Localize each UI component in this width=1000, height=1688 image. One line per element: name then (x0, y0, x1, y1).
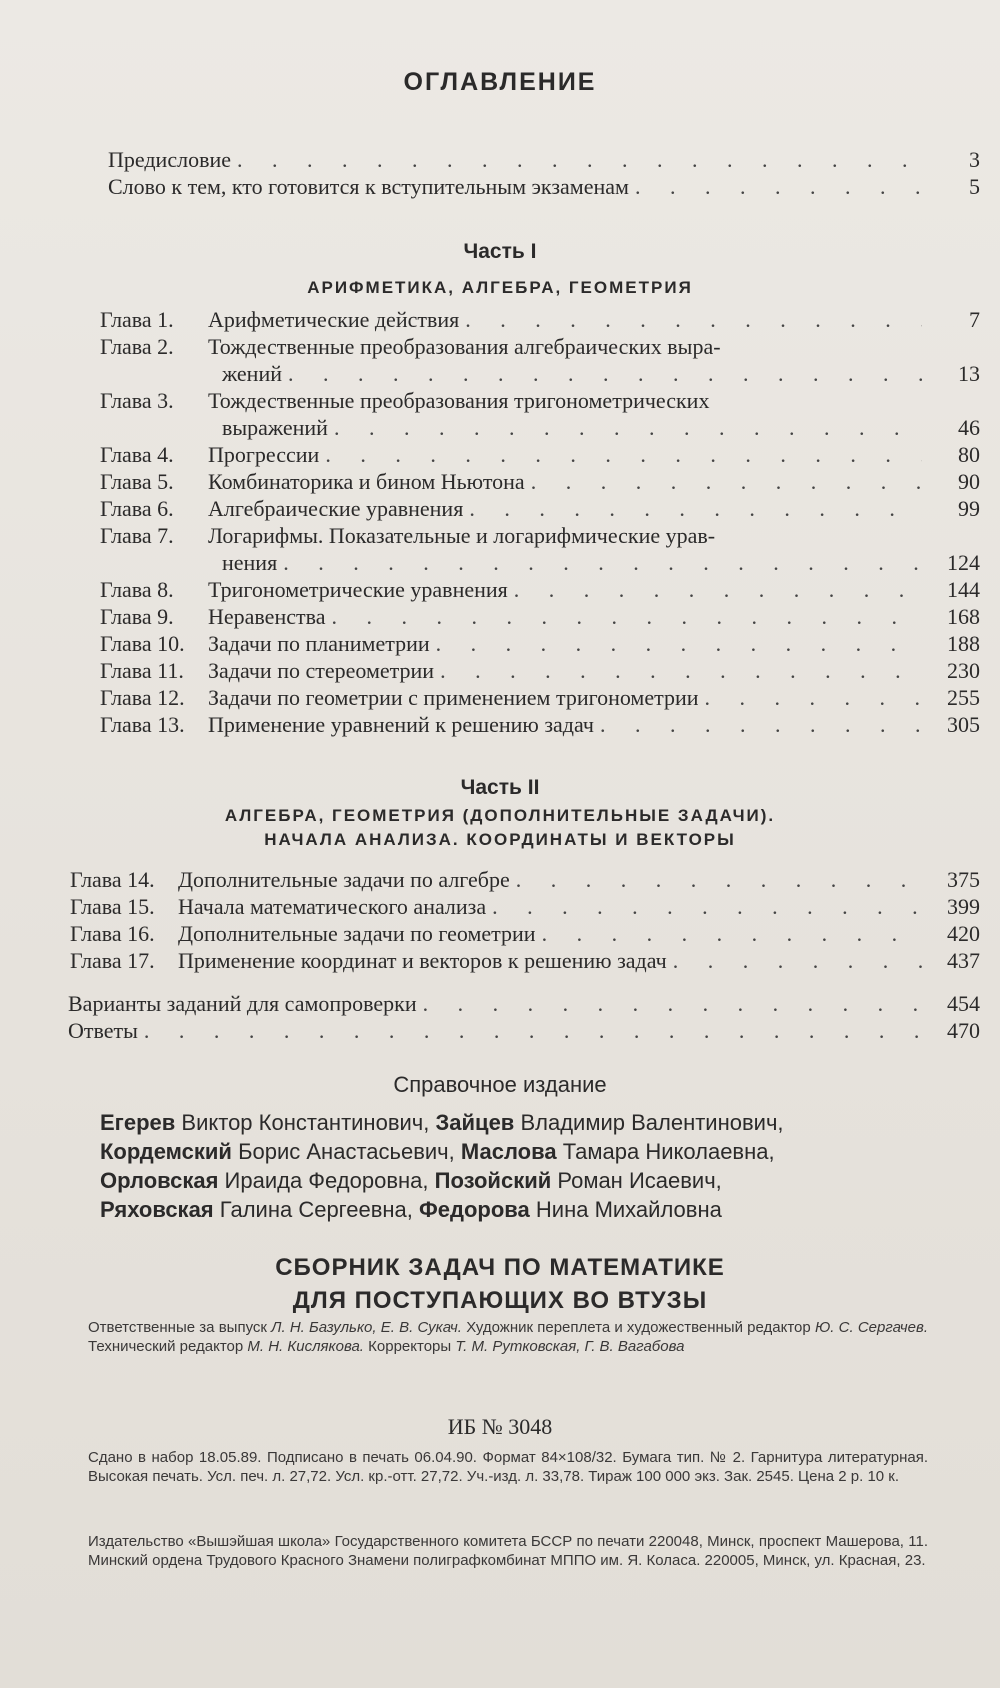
part2-title: Часть II (460, 776, 540, 799)
chapter-entry (100, 468, 980, 495)
chapter-number: Глава 16. (70, 921, 155, 946)
chapter-entry-cont (100, 360, 980, 387)
leader-dots (440, 657, 922, 684)
leader-dots (436, 630, 922, 657)
chapter-number: Глава 7. (100, 523, 174, 548)
front-matter (108, 146, 980, 200)
chapter-number: Глава 11. (100, 658, 184, 683)
toc-entry (68, 1017, 980, 1044)
leader-dots (325, 441, 922, 468)
chapter-entry (100, 711, 980, 738)
chapter-number: Глава 5. (100, 469, 174, 494)
chapter-number: Глава 9. (100, 604, 174, 629)
chapter-title: Задачи по планиметрии (208, 631, 430, 656)
leader-dots (673, 947, 922, 974)
author-surname: Кордемский (100, 1139, 232, 1164)
author-surname: Федорова (419, 1197, 530, 1222)
chapter-title-cont: нения (222, 550, 278, 575)
leader-dots (465, 306, 922, 333)
leader-dots (705, 684, 922, 711)
chapter-entry (100, 387, 980, 414)
chapter-number: Глава 12. (100, 685, 185, 710)
leader-dots (469, 495, 922, 522)
chapter-page: 255 (947, 685, 980, 710)
chapter-entry-cont (100, 549, 980, 576)
chapter-page: 305 (947, 712, 980, 737)
chapter-entry (100, 684, 980, 711)
credit-names: Т. М. Рутковская, Г. В. Вагабова (455, 1338, 685, 1355)
chapter-number: Глава 17. (70, 948, 155, 973)
chapter-page: 80 (958, 442, 980, 467)
credit-label: Ответственные за выпуск (88, 1319, 267, 1336)
chapter-entry (100, 603, 980, 630)
chapter-entry (70, 947, 980, 974)
part1-title: Часть I (463, 240, 537, 263)
reference-label: Справочное издание (393, 1072, 607, 1097)
credit-names: М. Н. Кислякова. (247, 1338, 364, 1355)
leader-dots (283, 549, 922, 576)
chapter-entry (100, 306, 980, 333)
leader-dots (531, 468, 922, 495)
chapter-number: Глава 4. (100, 442, 174, 467)
leader-dots (492, 893, 922, 920)
chapter-page: 144 (947, 577, 980, 602)
chapter-entry (100, 576, 980, 603)
chapter-page: 375 (947, 867, 980, 892)
author-name: Нина Михайловна (535, 1197, 722, 1222)
entry-title: Варианты заданий для самопроверки (68, 991, 417, 1016)
chapter-title: Прогрессии (208, 442, 320, 467)
chapter-page: 420 (947, 921, 980, 946)
leader-dots (635, 173, 922, 200)
chapter-page: 124 (947, 550, 980, 575)
ib-number: ИБ № 3048 (447, 1414, 553, 1439)
leader-dots (237, 146, 922, 173)
chapter-title: Алгебраические уравнения (208, 496, 464, 521)
author-name: Ираида Федоровна, (224, 1168, 429, 1193)
chapter-page: 168 (947, 604, 980, 629)
back-matter (68, 990, 980, 1044)
chapter-number: Глава 3. (100, 388, 174, 413)
chapter-number: Глава 2. (100, 334, 174, 359)
entry-page: 3 (969, 147, 980, 172)
chapter-title: Тригонометрические уравнения (208, 577, 508, 602)
credit-label: Корректоры (368, 1338, 452, 1355)
chapter-title: Арифметические действия (208, 307, 460, 332)
entry-title: Ответы (68, 1018, 138, 1043)
author-name: Борис Анастасьевич, (238, 1139, 455, 1164)
chapter-page: 437 (947, 948, 980, 973)
part2-subtitle-2: НАЧАЛА АНАЛИЗА. КООРДИНАТЫ И ВЕКТОРЫ (264, 830, 736, 849)
leader-dots (423, 990, 922, 1017)
chapter-title-cont: жений (222, 361, 282, 386)
chapter-number: Глава 14. (70, 867, 155, 892)
leader-dots (600, 711, 922, 738)
chapter-entry (100, 441, 980, 468)
chapter-number: Глава 13. (100, 712, 185, 737)
chapter-page: 399 (947, 894, 980, 919)
chapter-entry (100, 630, 980, 657)
author-name: Галина Сергеевна, (219, 1197, 413, 1222)
chapter-title: Логарифмы. Показательные и логарифмические урав- (208, 523, 716, 548)
part1-subtitle: АРИФМЕТИКА, АЛГЕБРА, ГЕОМЕТРИЯ (307, 278, 693, 297)
credit-names: Л. Н. Базулько, Е. В. Сукач. (271, 1319, 462, 1336)
chapter-page: 188 (947, 631, 980, 656)
chapter-title: Тождественные преобразования алгебраических выра- (208, 334, 721, 359)
author-name: Владимир Валентинович, (520, 1110, 784, 1135)
chapter-title: Задачи по геометрии с применением тригонометрии (208, 685, 699, 710)
chapter-title: Дополнительные задачи по алгебре (178, 867, 510, 892)
toc-title: ОГЛАВЛЕНИЕ (403, 68, 597, 96)
leader-dots (542, 920, 922, 947)
leader-dots (516, 866, 922, 893)
chapter-title: Применение координат и векторов к решению задач (178, 948, 667, 973)
author-surname: Ряховская (100, 1197, 214, 1222)
entry-title: Слово к тем, кто готовится к вступительным экзаменам (108, 174, 629, 199)
chapter-title: Задачи по стереометрии (208, 658, 435, 683)
author-surname: Зайцев (435, 1110, 515, 1135)
chapter-page: 7 (969, 307, 980, 332)
chapter-page: 230 (947, 658, 980, 683)
chapter-title: Неравенства (208, 604, 326, 629)
toc-entry (108, 146, 980, 173)
chapter-title: Применение уравнений к решению задач (208, 712, 594, 737)
chapter-number: Глава 10. (100, 631, 185, 656)
entry-title: Предисловие (108, 147, 231, 172)
staff-credits (88, 1318, 928, 1356)
part2-chapters (70, 866, 980, 974)
publisher-info: Издательство «Вышэйшая школа» Государственного комитета БССР по печати 220048, Минск, проспект Машерова, 11. Минский ордена Трудового Красного Знамени полиграфкомбинат МППО им. Я. Коласа. 220005, Минск, ул. Красная, 23. (88, 1533, 928, 1569)
chapter-number: Глава 6. (100, 496, 174, 521)
leader-dots (331, 603, 922, 630)
credit-label: Технический редактор (88, 1338, 244, 1355)
chapter-title: Начала математического анализа (178, 894, 487, 919)
entry-page: 5 (969, 174, 980, 199)
credit-label: Художник переплета и художественный редактор (466, 1319, 811, 1336)
chapter-entry (100, 495, 980, 522)
leader-dots (144, 1017, 922, 1044)
entry-page: 470 (947, 1018, 980, 1043)
toc-entry (108, 173, 980, 200)
chapter-page: 90 (958, 469, 980, 494)
chapter-title-cont: выражений (222, 415, 328, 440)
print-info: Сдано в набор 18.05.89. Подписано в печать 06.04.90. Формат 84×108/32. Бумага тип. № 2. Гарнитура литературная. Высокая печать. Усл. печ. л. 27,72. Усл. кр.-отт. 27,72. Уч.-изд. л. 33,78. Тираж 100 000 экз. Зак. 2545. Цена 2 р. 10 к. (88, 1449, 928, 1485)
chapter-entry (100, 333, 980, 360)
chapter-number: Глава 8. (100, 577, 174, 602)
author-surname: Егерев (100, 1110, 176, 1135)
chapter-entry (70, 920, 980, 947)
author-name: Виктор Константинович, (181, 1110, 430, 1135)
chapter-entry-cont (100, 414, 980, 441)
chapter-title: Тождественные преобразования тригонометрических (208, 388, 710, 413)
toc-entry (68, 990, 980, 1017)
credit-names: Ю. С. Сергачев. (814, 1319, 929, 1336)
chapter-entry (70, 866, 980, 893)
chapter-page: 46 (958, 415, 980, 440)
chapter-entry (100, 522, 980, 549)
author-surname: Маслова (460, 1139, 557, 1164)
entry-page: 454 (947, 991, 980, 1016)
part2-subtitle-1: АЛГЕБРА, ГЕОМЕТРИЯ (ДОПОЛНИТЕЛЬНЫЕ ЗАДАЧИ). (224, 806, 776, 825)
chapter-title: Комбинаторика и бином Ньютона (208, 469, 525, 494)
leader-dots (514, 576, 922, 603)
authors-list (100, 1108, 930, 1224)
chapter-page: 13 (958, 361, 980, 386)
author-name: Тамара Николаевна, (562, 1139, 775, 1164)
chapter-page: 99 (958, 496, 980, 521)
book-title-line-1: СБОРНИК ЗАДАЧ ПО МАТЕМАТИКЕ (275, 1254, 725, 1281)
chapter-entry (70, 893, 980, 920)
chapter-entry (100, 657, 980, 684)
author-surname: Орловская (100, 1168, 219, 1193)
leader-dots (288, 360, 922, 387)
leader-dots (334, 414, 922, 441)
chapter-number: Глава 15. (70, 894, 155, 919)
chapter-title: Дополнительные задачи по геометрии (178, 921, 536, 946)
part1-chapters (100, 306, 980, 738)
book-title-line-2: ДЛЯ ПОСТУПАЮЩИХ ВО ВТУЗЫ (292, 1287, 708, 1314)
author-name: Роман Исаевич, (557, 1168, 722, 1193)
chapter-number: Глава 1. (100, 307, 174, 332)
author-surname: Позойский (434, 1168, 552, 1193)
